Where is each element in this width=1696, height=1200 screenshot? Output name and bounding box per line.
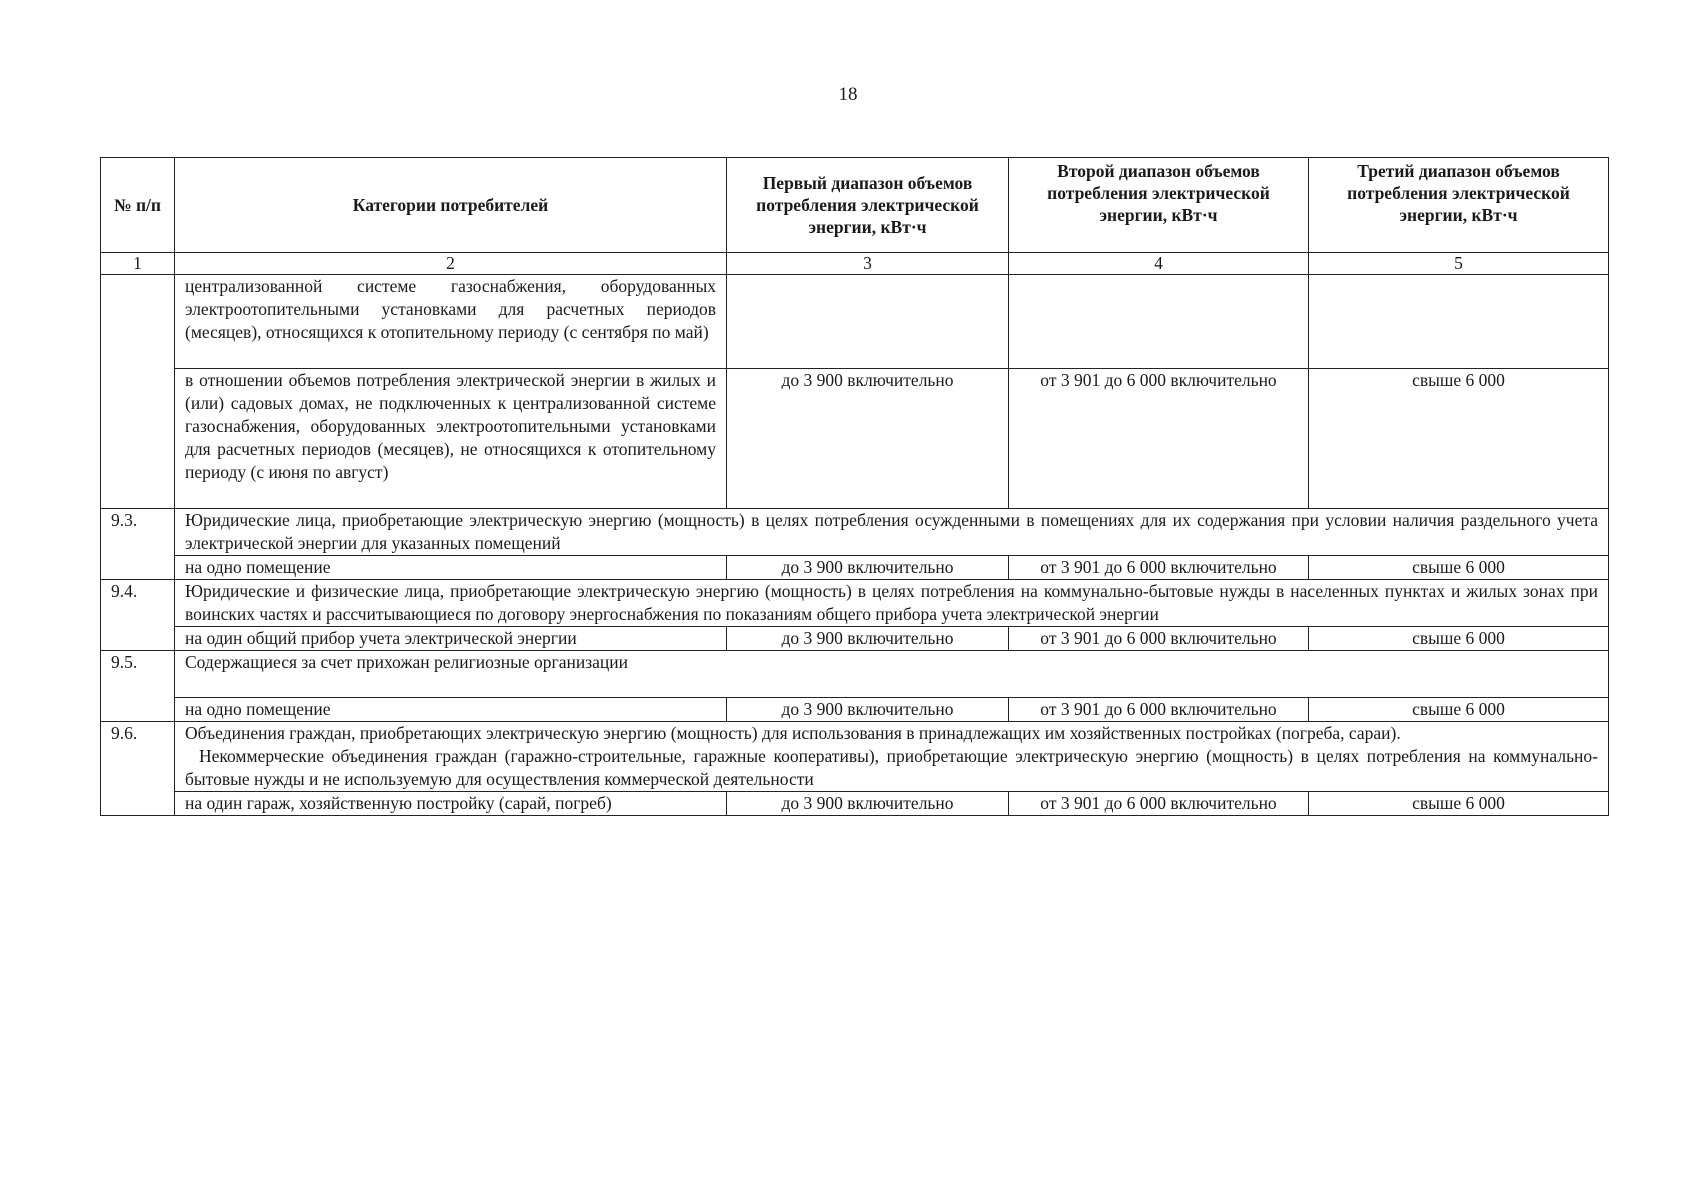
page-number: 18: [838, 84, 858, 105]
third-range-cell: свыше 6 000: [1309, 627, 1609, 651]
second-range-cell: от 3 901 до 6 000 включительно: [1009, 369, 1309, 509]
column-number: 3: [727, 253, 1009, 275]
first-range-cell: до 3 900 включительно: [727, 627, 1009, 651]
second-range-cell: от 3 901 до 6 000 включительно: [1009, 792, 1309, 816]
group-paragraph: Некоммерческие объединения граждан (гаражно-строительные, гаражные кооперативы), приобретающие электрическую энергию (мощность) в целях потребления на коммунально-бытовые нужды и не используемую для осуществления коммерческой деятельности: [185, 746, 1598, 789]
table-row: [101, 627, 1609, 651]
table-header-row: [101, 158, 1609, 253]
category-cell: на одно помещение: [175, 698, 727, 722]
table-row: [101, 556, 1609, 580]
group-description-cell: [175, 722, 1609, 792]
first-range-cell: до 3 900 включительно: [727, 369, 1009, 509]
table-row: [101, 792, 1609, 816]
third-range-cell: [1309, 275, 1609, 369]
group-description-cell: Юридические лица, приобретающие электрическую энергию (мощность) в целях потребления осужденными в помещениях для их содержания при условии наличия раздельного учета электрической энергии для указанных помещений: [175, 509, 1609, 556]
first-range-cell: [727, 275, 1009, 369]
column-number: 5: [1309, 253, 1609, 275]
row-number-cell: 9.3.: [101, 509, 175, 580]
header-second-range: Второй диапазон объемов потребления электрической энергии, кВт·ч: [1009, 158, 1309, 253]
second-range-cell: от 3 901 до 6 000 включительно: [1009, 698, 1309, 722]
row-number-cell: 9.4.: [101, 580, 175, 651]
third-range-cell: свыше 6 000: [1309, 369, 1609, 509]
first-range-cell: до 3 900 включительно: [727, 556, 1009, 580]
group-description-cell: Юридические и физические лица, приобретающие электрическую энергию (мощность) в целях потребления на коммунально-бытовые нужды в населенных пунктах и жилых зонах при воинских частях и рассчитывающиеся по договору энергоснабжения по показаниям общего прибора учета электрической энергии: [175, 580, 1609, 627]
table-row: [101, 369, 1609, 509]
column-number-row: [101, 253, 1609, 275]
category-cell: на одно помещение: [175, 556, 727, 580]
category-cell: на один гараж, хозяйственную постройку (сарай, погреб): [175, 792, 727, 816]
second-range-cell: от 3 901 до 6 000 включительно: [1009, 627, 1309, 651]
column-number: 2: [175, 253, 727, 275]
group-paragraph: Объединения граждан, приобретающих электрическую энергию (мощность) для использования в принадлежащих им хозяйственных постройках (погреба, сараи).: [185, 723, 1401, 743]
column-number: 1: [101, 253, 175, 275]
header-number: № п/п: [101, 158, 175, 253]
category-cell: на один общий прибор учета электрической энергии: [175, 627, 727, 651]
header-third-range: Третий диапазон объемов потребления электрической энергии, кВт·ч: [1309, 158, 1609, 253]
second-range-cell: от 3 901 до 6 000 включительно: [1009, 556, 1309, 580]
category-cell: централизованной системе газоснабжения, оборудованных электроотопительными установками для расчетных периодов (месяцев), относящихся к отопительному периоду (с сентября по май): [175, 275, 727, 369]
column-number: 4: [1009, 253, 1309, 275]
first-range-cell: до 3 900 включительно: [727, 792, 1009, 816]
third-range-cell: свыше 6 000: [1309, 698, 1609, 722]
row-number-cell: 9.6.: [101, 722, 175, 816]
category-cell: в отношении объемов потребления электрической энергии в жилых и (или) садовых домах, не подключенных к централизованной системе газоснабжения, оборудованных электроотопительными установками для расчетных периодов (месяцев), не относящихся к отопительному периоду (с июня по август): [175, 369, 727, 509]
table-row: [101, 275, 1609, 369]
consumption-ranges-table: [100, 157, 1609, 816]
header-first-range: Первый диапазон объемов потребления электрической энергии, кВт·ч: [727, 158, 1009, 253]
row-number-cell: 9.5.: [101, 651, 175, 722]
third-range-cell: свыше 6 000: [1309, 556, 1609, 580]
group-row: [101, 651, 1609, 698]
row-number-cell: [101, 275, 175, 509]
header-category: Категории потребителей: [175, 158, 727, 253]
third-range-cell: свыше 6 000: [1309, 792, 1609, 816]
group-row: [101, 509, 1609, 556]
table-row: [101, 698, 1609, 722]
first-range-cell: до 3 900 включительно: [727, 698, 1009, 722]
second-range-cell: [1009, 275, 1309, 369]
group-description-cell: Содержащиеся за счет прихожан религиозные организации: [175, 651, 1609, 698]
group-row: [101, 722, 1609, 792]
group-row: [101, 580, 1609, 627]
